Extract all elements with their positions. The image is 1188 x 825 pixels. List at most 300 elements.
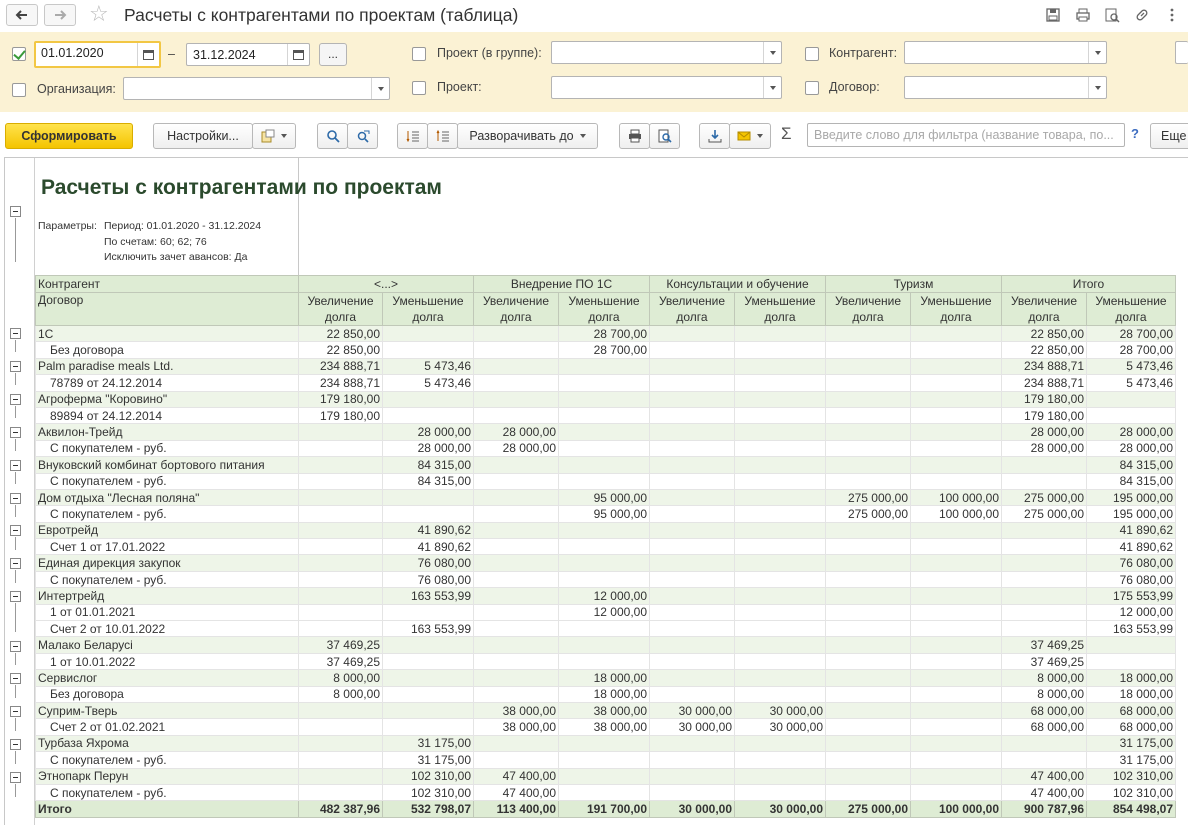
collapse-group-icon[interactable]	[10, 427, 21, 438]
amount-cell: 234 888,71	[299, 358, 383, 374]
send-email-button[interactable]	[729, 123, 771, 149]
amount-cell	[383, 686, 474, 702]
amount-cell: 76 080,00	[1087, 555, 1176, 571]
col-debt-decrease-header	[1087, 293, 1176, 326]
amount-cell	[299, 424, 383, 440]
contract-row[interactable]	[36, 473, 1176, 489]
amount-cell: 179 180,00	[1002, 407, 1087, 423]
counterparty-name: Дом отдыха "Лесная поляна"	[36, 489, 299, 505]
counterparty-row[interactable]	[36, 768, 1176, 784]
amount-cell: 275 000,00	[1002, 506, 1087, 522]
counterparty-row[interactable]	[36, 555, 1176, 571]
group-connector	[15, 570, 16, 582]
counterparty-row[interactable]	[36, 670, 1176, 686]
amount-cell	[650, 571, 735, 587]
counterparty-name: Единая дирекция закупок	[36, 555, 299, 571]
amount-cell	[911, 702, 1002, 718]
print-icon[interactable]	[1073, 6, 1093, 24]
chevron-down-icon[interactable]	[763, 77, 781, 98]
amount-cell	[299, 457, 383, 473]
collapse-group-icon[interactable]	[10, 739, 21, 750]
col-debt-decrease-header	[383, 293, 474, 326]
project-group-field[interactable]	[551, 41, 782, 64]
amount-cell	[826, 424, 911, 440]
total-amount-cell: 113 400,00	[474, 801, 559, 817]
find-button[interactable]	[317, 123, 348, 149]
counterparty-checkbox[interactable]	[805, 47, 819, 61]
amount-cell	[383, 719, 474, 735]
amount-cell	[735, 621, 826, 637]
amount-cell	[735, 424, 826, 440]
amount-cell	[1087, 407, 1176, 423]
amount-cell	[826, 686, 911, 702]
header-text: долга	[852, 310, 884, 324]
amount-cell	[911, 522, 1002, 538]
collapse-group-icon[interactable]	[10, 460, 21, 471]
amount-cell	[735, 473, 826, 489]
group-connector	[15, 472, 16, 484]
amount-cell	[826, 702, 911, 718]
collapse-group-icon[interactable]	[10, 706, 21, 717]
amount-cell	[735, 686, 826, 702]
amount-cell: 68 000,00	[1002, 719, 1087, 735]
amount-cell: 30 000,00	[650, 719, 735, 735]
amount-cell: 5 473,46	[383, 375, 474, 391]
amount-cell	[559, 539, 650, 555]
col-counterparty-header: Контрагент	[36, 276, 299, 293]
amount-cell	[735, 555, 826, 571]
amount-cell	[474, 506, 559, 522]
chevron-down-icon[interactable]	[763, 42, 781, 63]
amount-cell	[474, 653, 559, 669]
title-bar	[0, 0, 1188, 32]
help-icon[interactable]: ?	[1131, 126, 1139, 141]
amount-cell: 47 400,00	[474, 784, 559, 800]
contract-row[interactable]	[36, 407, 1176, 423]
counterparty-name: Аквилон-Трейд	[36, 424, 299, 440]
amount-cell	[383, 637, 474, 653]
amount-cell	[650, 539, 735, 555]
amount-cell	[1002, 604, 1087, 620]
amount-cell	[383, 342, 474, 358]
amount-cell	[1002, 457, 1087, 473]
expand-groups-button[interactable]	[427, 123, 458, 149]
amount-cell: 175 553,99	[1087, 588, 1176, 604]
amount-cell: 18 000,00	[1087, 686, 1176, 702]
print-icon	[628, 129, 642, 143]
save-icon[interactable]	[1043, 6, 1063, 24]
find-next-button[interactable]	[347, 123, 378, 149]
amount-cell	[299, 473, 383, 489]
amount-cell	[1002, 555, 1087, 571]
counterparty-row[interactable]	[36, 358, 1176, 374]
contract-row[interactable]	[36, 571, 1176, 587]
group-connector	[15, 505, 16, 517]
amount-cell	[826, 621, 911, 637]
amount-cell	[559, 424, 650, 440]
amount-cell	[299, 784, 383, 800]
report-document	[4, 157, 1188, 825]
amount-cell: 38 000,00	[559, 719, 650, 735]
contract-row[interactable]	[36, 653, 1176, 669]
total-amount-cell: 532 798,07	[383, 801, 474, 817]
amount-cell	[559, 768, 650, 784]
counterparty-row[interactable]	[36, 489, 1176, 505]
preview-button[interactable]	[649, 123, 680, 149]
group-connector	[15, 340, 16, 352]
contract-name: С покупателем - руб.	[36, 440, 299, 456]
organization-field[interactable]	[123, 77, 390, 100]
contract-row[interactable]	[36, 719, 1176, 735]
chevron-down-icon[interactable]	[371, 78, 389, 99]
collapse-group-icon[interactable]	[10, 394, 21, 405]
save-to-file-button[interactable]	[699, 123, 730, 149]
counterparty-name: Сервислог	[36, 670, 299, 686]
date-dash: –	[168, 47, 175, 61]
contract-field[interactable]	[904, 76, 1107, 99]
amount-cell: 22 850,00	[299, 326, 383, 342]
link-icon[interactable]	[1132, 6, 1152, 24]
generate-button[interactable]: Сформировать	[5, 123, 133, 149]
counterparty-row[interactable]	[36, 702, 1176, 718]
amount-cell: 38 000,00	[474, 702, 559, 718]
amount-cell: 28 000,00	[1002, 424, 1087, 440]
col-debt-increase-header	[1002, 293, 1087, 326]
counterparty-row[interactable]	[36, 637, 1176, 653]
amount-cell	[650, 784, 735, 800]
amount-cell: 102 310,00	[383, 768, 474, 784]
amount-cell	[299, 588, 383, 604]
search-next-icon	[356, 129, 370, 143]
collapse-groups-button[interactable]	[397, 123, 428, 149]
search-input[interactable]: Введите слово для фильтра (название товара, по...	[807, 123, 1125, 147]
amount-cell	[650, 407, 735, 423]
amount-cell	[299, 768, 383, 784]
arrow-left-icon	[15, 8, 29, 22]
amount-cell: 8 000,00	[1002, 670, 1087, 686]
chevron-down-icon[interactable]	[1088, 77, 1106, 98]
amount-cell: 275 000,00	[826, 489, 911, 505]
amount-cell	[911, 571, 1002, 587]
amount-cell	[826, 735, 911, 751]
amount-cell: 84 315,00	[383, 473, 474, 489]
amount-cell: 28 700,00	[1087, 342, 1176, 358]
amount-cell: 37 469,25	[299, 637, 383, 653]
amount-cell	[911, 555, 1002, 571]
amount-cell	[1002, 473, 1087, 489]
print-button[interactable]	[619, 123, 650, 149]
amount-cell	[826, 440, 911, 456]
organization-checkbox[interactable]	[12, 83, 26, 97]
col-debt-increase-header	[826, 293, 911, 326]
amount-cell	[650, 588, 735, 604]
amount-cell: 22 850,00	[299, 342, 383, 358]
amount-cell: 30 000,00	[735, 702, 826, 718]
counterparty-name: Palm paradise meals Ltd.	[36, 358, 299, 374]
amount-cell	[650, 604, 735, 620]
period-select-button[interactable]: ...	[319, 43, 347, 66]
amount-cell: 8 000,00	[299, 686, 383, 702]
col-group-header: <...>	[299, 276, 474, 293]
amount-cell	[299, 522, 383, 538]
amount-cell	[911, 719, 1002, 735]
amount-cell	[650, 440, 735, 456]
counterparty-row[interactable]	[36, 326, 1176, 342]
contract-name: 1 от 01.01.2021	[36, 604, 299, 620]
period-checkbox[interactable]	[12, 47, 26, 61]
amount-cell: 30 000,00	[735, 719, 826, 735]
amount-cell	[1002, 522, 1087, 538]
contract-row[interactable]	[36, 752, 1176, 768]
contract-row[interactable]	[36, 539, 1176, 555]
amount-cell: 28 000,00	[1002, 440, 1087, 456]
amount-cell	[735, 768, 826, 784]
header-text: Уменьшение	[1095, 294, 1167, 308]
param-value: По счетам: 60; 62; 76	[104, 235, 207, 248]
amount-cell	[474, 489, 559, 505]
more-button[interactable]: Еще	[1150, 123, 1188, 149]
counterparty-row[interactable]	[36, 522, 1176, 538]
amount-cell: 163 553,99	[383, 588, 474, 604]
project-group-checkbox[interactable]	[412, 47, 426, 61]
collapse-group-icon[interactable]	[10, 641, 21, 652]
grouping-gutter	[5, 158, 35, 825]
amount-cell: 68 000,00	[1087, 719, 1176, 735]
collapse-group-icon[interactable]	[10, 591, 21, 602]
amount-cell	[735, 735, 826, 751]
amount-cell	[650, 375, 735, 391]
amount-cell: 163 553,99	[1087, 621, 1176, 637]
amount-cell	[911, 768, 1002, 784]
contract-checkbox[interactable]	[805, 81, 819, 95]
amount-cell: 18 000,00	[559, 686, 650, 702]
contract-row[interactable]	[36, 342, 1176, 358]
amount-cell	[299, 506, 383, 522]
amount-cell	[299, 539, 383, 555]
amount-cell: 47 400,00	[1002, 768, 1087, 784]
amount-cell	[559, 457, 650, 473]
amount-cell: 28 700,00	[559, 342, 650, 358]
amount-cell	[911, 637, 1002, 653]
amount-cell	[383, 506, 474, 522]
counterparty-name: Интертрейд	[36, 588, 299, 604]
amount-cell	[735, 539, 826, 555]
amount-cell	[1002, 621, 1087, 637]
amount-cell	[650, 342, 735, 358]
collapse-group-icon[interactable]	[10, 328, 21, 339]
contract-name: 78789 от 24.12.2014	[36, 375, 299, 391]
filter-settings-button[interactable]	[1175, 41, 1188, 64]
contract-row[interactable]	[36, 375, 1176, 391]
amount-cell	[474, 457, 559, 473]
header-text: долга	[1115, 310, 1147, 324]
counterparty-row[interactable]	[36, 457, 1176, 473]
col-debt-decrease-header	[559, 293, 650, 326]
amount-cell	[735, 457, 826, 473]
amount-cell	[559, 637, 650, 653]
amount-cell	[1087, 653, 1176, 669]
amount-cell: 28 000,00	[1087, 440, 1176, 456]
amount-cell: 102 310,00	[383, 784, 474, 800]
collapse-group-icon[interactable]	[10, 772, 21, 783]
amount-cell	[383, 702, 474, 718]
header-text: долга	[1028, 310, 1060, 324]
total-amount-cell: 30 000,00	[650, 801, 735, 817]
amount-cell	[383, 407, 474, 423]
amount-cell	[559, 752, 650, 768]
download-icon	[708, 129, 722, 143]
counterparty-row[interactable]	[36, 391, 1176, 407]
project-field[interactable]	[551, 76, 782, 99]
amount-cell	[735, 489, 826, 505]
amount-cell	[735, 440, 826, 456]
collapse-group-icon[interactable]	[10, 361, 21, 372]
contract-name: 89894 от 24.12.2014	[36, 407, 299, 423]
collapse-group-icon[interactable]	[10, 673, 21, 684]
back-button[interactable]	[6, 4, 38, 26]
amount-cell	[911, 391, 1002, 407]
total-amount-cell: 191 700,00	[559, 801, 650, 817]
header-text: Увеличение	[307, 294, 374, 308]
group-connector	[15, 653, 16, 665]
sigma-icon[interactable]: Σ	[781, 124, 792, 143]
amount-cell	[474, 604, 559, 620]
amount-cell: 18 000,00	[559, 670, 650, 686]
amount-cell: 31 175,00	[1087, 752, 1176, 768]
date-from-field[interactable]	[34, 41, 161, 68]
amount-cell: 31 175,00	[383, 735, 474, 751]
chevron-down-icon[interactable]	[1088, 42, 1106, 63]
group-connector	[15, 718, 16, 730]
amount-cell: 179 180,00	[299, 391, 383, 407]
contract-name: 1 от 10.01.2022	[36, 653, 299, 669]
contract-row[interactable]	[36, 604, 1176, 620]
amount-cell	[911, 686, 1002, 702]
amount-cell: 28 000,00	[383, 424, 474, 440]
amount-cell	[559, 391, 650, 407]
collapse-group-icon[interactable]	[10, 558, 21, 569]
amount-cell: 8 000,00	[1002, 686, 1087, 702]
amount-cell: 38 000,00	[474, 719, 559, 735]
forward-button[interactable]	[44, 4, 76, 26]
amount-cell	[735, 752, 826, 768]
counterparty-name: Этнопарк Перун	[36, 768, 299, 784]
amount-cell	[559, 522, 650, 538]
counterparty-name: Суприм-Тверь	[36, 702, 299, 718]
amount-cell	[735, 522, 826, 538]
amount-cell	[559, 571, 650, 587]
contract-row[interactable]	[36, 621, 1176, 637]
collapse-group-icon[interactable]	[10, 525, 21, 536]
amount-cell: 76 080,00	[383, 571, 474, 587]
project-checkbox[interactable]	[412, 81, 426, 95]
counterparty-row[interactable]	[36, 588, 1176, 604]
amount-cell	[650, 506, 735, 522]
collapse-header-icon[interactable]	[10, 206, 21, 217]
amount-cell	[1002, 539, 1087, 555]
total-label: Итого	[36, 801, 299, 817]
total-amount-cell: 854 498,07	[1087, 801, 1176, 817]
collapse-group-icon[interactable]	[10, 493, 21, 504]
date-to-field[interactable]	[186, 43, 310, 66]
counterparty-row[interactable]	[36, 735, 1176, 751]
amount-cell	[826, 784, 911, 800]
contract-row[interactable]	[36, 686, 1176, 702]
counterparty-field[interactable]	[904, 41, 1107, 64]
counterparty-row[interactable]	[36, 424, 1176, 440]
amount-cell: 234 888,71	[1002, 375, 1087, 391]
amount-cell	[826, 326, 911, 342]
amount-cell	[826, 588, 911, 604]
total-amount-cell: 900 787,96	[1002, 801, 1087, 817]
header-text: Уменьшение	[920, 294, 992, 308]
amount-cell: 195 000,00	[1087, 506, 1176, 522]
amount-cell: 163 553,99	[383, 621, 474, 637]
amount-cell	[559, 784, 650, 800]
preview-icon[interactable]	[1102, 6, 1122, 24]
amount-cell	[735, 375, 826, 391]
contract-name: С покупателем - руб.	[36, 506, 299, 522]
amount-cell	[474, 571, 559, 587]
amount-cell	[299, 604, 383, 620]
amount-cell	[735, 506, 826, 522]
amount-cell	[735, 342, 826, 358]
amount-cell: 100 000,00	[911, 489, 1002, 505]
amount-cell	[559, 358, 650, 374]
amount-cell	[911, 473, 1002, 489]
variants-button[interactable]	[252, 123, 296, 149]
calendar-icon[interactable]	[287, 44, 309, 65]
amount-cell	[911, 735, 1002, 751]
contract-name: Счет 2 от 01.02.2021	[36, 719, 299, 735]
amount-cell	[650, 457, 735, 473]
amount-cell	[650, 473, 735, 489]
header-text: долга	[324, 310, 357, 324]
favorite-star-icon[interactable]: ☆	[89, 1, 109, 26]
contract-row[interactable]	[36, 784, 1176, 800]
calendar-icon[interactable]	[137, 43, 159, 66]
header-text: Увеличение	[1010, 294, 1078, 308]
counterparty-label: Контрагент:	[829, 46, 898, 60]
amount-cell	[735, 407, 826, 423]
group-connector	[15, 218, 16, 262]
expand-to-dropdown[interactable]	[457, 123, 598, 149]
col-contract-header: Договор	[36, 293, 299, 326]
amount-cell: 275 000,00	[1002, 489, 1087, 505]
report-table	[35, 275, 1176, 818]
settings-button[interactable]: Настройки...	[153, 123, 253, 149]
more-vertical-icon[interactable]	[1162, 6, 1182, 24]
amount-cell	[474, 735, 559, 751]
amount-cell	[474, 686, 559, 702]
amount-cell: 31 175,00	[1087, 735, 1176, 751]
search-icon	[326, 129, 340, 143]
project-label: Проект:	[437, 80, 482, 94]
amount-cell	[299, 489, 383, 505]
param-label: Параметры:	[38, 220, 97, 232]
amount-cell	[650, 653, 735, 669]
contract-row[interactable]	[36, 440, 1176, 456]
header-text: долга	[500, 310, 532, 324]
amount-cell	[559, 735, 650, 751]
amount-cell: 68 000,00	[1002, 702, 1087, 718]
amount-cell: 84 315,00	[1087, 473, 1176, 489]
amount-cell: 5 473,46	[1087, 375, 1176, 391]
amount-cell	[1002, 571, 1087, 587]
amount-cell	[650, 391, 735, 407]
contract-row[interactable]	[36, 506, 1176, 522]
group-connector	[15, 406, 16, 418]
